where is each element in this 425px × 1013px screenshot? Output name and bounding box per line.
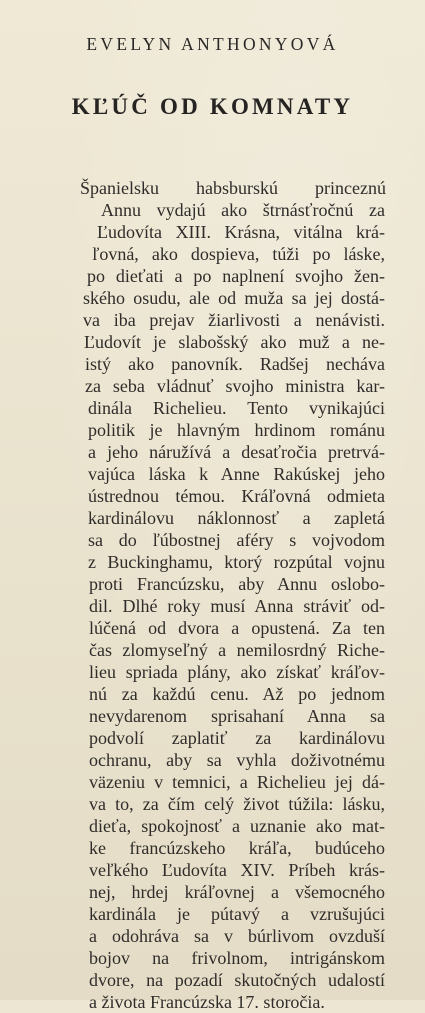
blurb-line: dvore, na pozadí skutočných udalostí xyxy=(89,970,385,990)
blurb-text xyxy=(0,177,425,1013)
blurb-line: dil. Dlhé roky musí Anna stráviť od- xyxy=(89,596,385,616)
blurb-line: politik je hlavným hrdinom románu xyxy=(88,420,385,440)
blurb-line: nú za každú cenu. Až po jednom xyxy=(89,684,385,704)
blurb-line: va to, za čím celý život túžila: lásku, xyxy=(89,794,385,814)
blurb-line: Annu vydajú ako štrnásťročnú za xyxy=(101,200,385,220)
blurb-line: sa do ľúbostnej aféry s vojvodom xyxy=(88,530,385,550)
blurb-line: dinála Richelieu. Tento vynikajúci xyxy=(88,398,385,418)
blurb-line: bojov na frivolnom, intrigánskom xyxy=(89,948,385,968)
blurb-line: va iba prejav žiarlivosti a nenávisti. xyxy=(83,310,385,330)
blurb-line: lieu spriada plány, ako získať kráľov- xyxy=(89,662,385,682)
blurb-line: veľkého Ľudovíta XIV. Príbeh krás- xyxy=(89,860,385,880)
blurb-line: kardinálovu náklonnosť a zapletá xyxy=(88,508,385,528)
blurb-line: po dieťati a po naplnení svojho žen- xyxy=(87,266,385,286)
blurb-line: proti Francúzsku, aby Annu oslobo- xyxy=(89,574,385,594)
blurb-line: nevydarenom sprisahaní Anna sa xyxy=(89,706,385,726)
blurb-line: nej, hrdej kráľovnej a všemocného xyxy=(89,882,385,902)
blurb-line: ľovná, ako dospieva, túži po láske, xyxy=(92,244,385,264)
blurb-line: a odohráva sa v búrlivom ovzduší xyxy=(89,926,385,946)
blurb-line: vajúca láska k Anne Rakúskej jeho xyxy=(88,464,385,484)
blurb-line: Ľudovíta XIII. Krásna, vitálna krá- xyxy=(97,222,385,242)
blurb-line: istý ako panovník. Radšej necháva xyxy=(85,354,385,374)
blurb-line: ke francúzskeho kráľa, budúceho xyxy=(89,838,385,858)
blurb-line: Španielsku habsburskú princeznú xyxy=(80,178,386,198)
blurb-line: dieťa, spokojnosť a uznanie ako mat- xyxy=(89,816,385,836)
blurb-line: väzeniu v temnici, a Richelieu jej dá- xyxy=(89,772,385,792)
blurb-line: ústrednou témou. Kráľovná odmieta xyxy=(88,486,385,506)
blurb-line: kardinála je pútavý a vzrušujúci xyxy=(89,904,385,924)
blurb-line: lúčená od dvora a opustená. Za ten xyxy=(89,618,385,638)
blurb-line: a jeho náružívá a desaťročia pretrvá- xyxy=(88,442,385,462)
blurb-line: ochranu, aby sa vyhla doživotnému xyxy=(89,750,385,770)
book-title: KĽÚČ OD KOMNATY xyxy=(71,94,354,119)
blurb-line: Ľudovít je slabošský ako muž a ne- xyxy=(84,332,385,352)
blurb-line: z Buckinghamu, ktorý rozpútal vojnu xyxy=(88,552,385,572)
blurb-line: a života Francúzska 17. storočia. xyxy=(89,992,325,1012)
blurb-line: podvolí zaplatiť za kardinálovu xyxy=(89,728,385,748)
blurb-line: za seba vládnuť svojho ministra kar- xyxy=(85,376,385,396)
blurb-line: čas zlomyseľný a nemilosrdný Riche- xyxy=(89,640,385,660)
blurb-line: ského osudu, ale od muža sa jej dostá- xyxy=(83,288,385,308)
author-name: EVELYN ANTHONYOVÁ xyxy=(86,34,339,54)
